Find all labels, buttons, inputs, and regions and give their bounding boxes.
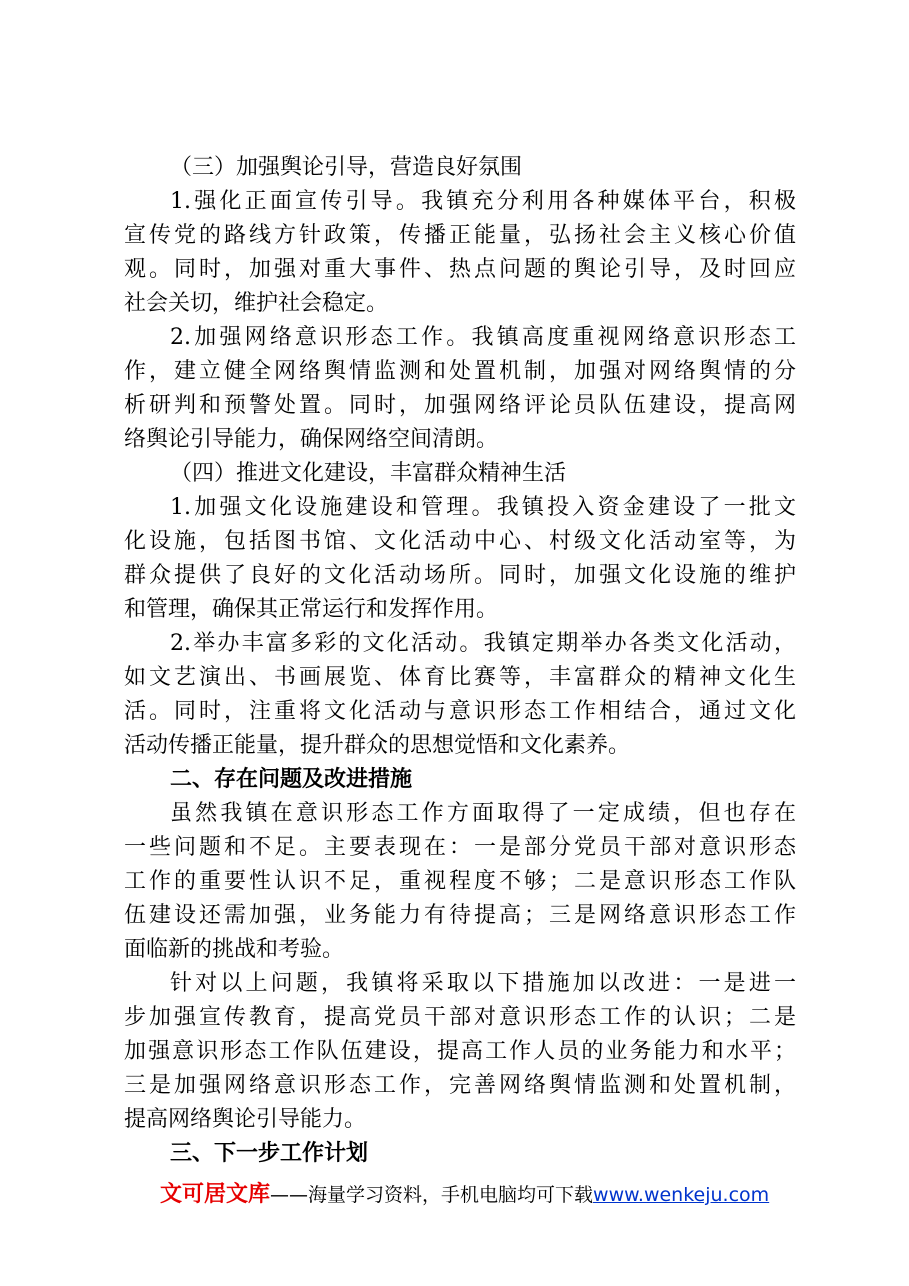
- paragraph-line: 虽然我镇在意识形态工作方面取得了一定成绩，但也存在: [170, 801, 796, 826]
- paragraph-line: 络舆论引导能力，确保网络空间清朗。: [124, 427, 499, 452]
- part-heading-2: 二、存在问题及改进措施: [170, 767, 413, 792]
- paragraph-line: 群众提供了良好的文化活动场所。同时，加强文化设施的维护: [124, 563, 796, 588]
- paragraph-line: 伍建设还需加强，业务能力有待提高；三是网络意识形态工作: [124, 903, 796, 928]
- paragraph-line: 作，建立健全网络舆情监测和处置机制，加强对网络舆情的分: [124, 359, 796, 384]
- paragraph-line: 一些问题和不足。主要表现在：一是部分党员干部对意识形态: [124, 835, 796, 860]
- section-heading-3: （三）加强舆论引导，营造良好氛围: [170, 155, 523, 180]
- paragraph-line: 观。同时，加强对重大事件、热点问题的舆论引导，及时回应: [124, 257, 796, 282]
- paragraph-line: 工作的重要性认识不足，重视程度不够；二是意识形态工作队: [124, 869, 796, 894]
- paragraph-line: 三是加强网络意识形态工作，完善网络舆情监测和处置机制，: [124, 1073, 796, 1098]
- footer-brand: 文可居文库: [160, 1182, 271, 1207]
- footer-link[interactable]: www.wenkeju.com: [593, 1184, 770, 1206]
- footer-banner: [160, 1180, 769, 1210]
- paragraph-line: 活动传播正能量，提升群众的思想觉悟和文化素养。: [124, 733, 631, 758]
- paragraph-line: 加强意识形态工作队伍建设，提高工作人员的业务能力和水平；: [124, 1039, 796, 1064]
- paragraph-line: 提高网络舆论引导能力。: [124, 1107, 367, 1132]
- paragraph-line: 面临新的挑战和考验。: [124, 937, 345, 962]
- paragraph-line: 1.强化正面宣传引导。我镇充分利用各种媒体平台，积极: [170, 189, 796, 214]
- paragraph-line: 2.举办丰富多彩的文化活动。我镇定期举办各类文化活动，: [170, 631, 796, 656]
- paragraph-line: 活。同时，注重将文化活动与意识形态工作相结合，通过文化: [124, 699, 796, 724]
- paragraph-line: 针对以上问题，我镇将采取以下措施加以改进：一是进一: [170, 971, 796, 996]
- footer-tagline: ——海量学习资料，手机电脑均可下载: [270, 1184, 594, 1206]
- paragraph-line: 化设施，包括图书馆、文化活动中心、村级文化活动室等，为: [124, 529, 796, 554]
- paragraph-line: 步加强宣传教育，提高党员干部对意识形态工作的认识；二是: [124, 1005, 796, 1030]
- part-heading-3: 三、下一步工作计划: [170, 1141, 369, 1166]
- paragraph-line: 如文艺演出、书画展览、体育比赛等，丰富群众的精神文化生: [124, 665, 796, 690]
- section-heading-4: （四）推进文化建设，丰富群众精神生活: [170, 461, 567, 486]
- paragraph-line: 宣传党的路线方针政策，传播正能量，弘扬社会主义核心价值: [124, 223, 796, 248]
- paragraph-line: 析研判和预警处置。同时，加强网络评论员队伍建设，提高网: [124, 393, 796, 418]
- paragraph-line: 和管理，确保其正常运行和发挥作用。: [124, 597, 499, 622]
- paragraph-line: 2.加强网络意识形态工作。我镇高度重视网络意识形态工: [170, 325, 796, 350]
- paragraph-line: 1.加强文化设施建设和管理。我镇投入资金建设了一批文: [170, 495, 796, 520]
- paragraph-line: 社会关切，维护社会稳定。: [124, 291, 389, 316]
